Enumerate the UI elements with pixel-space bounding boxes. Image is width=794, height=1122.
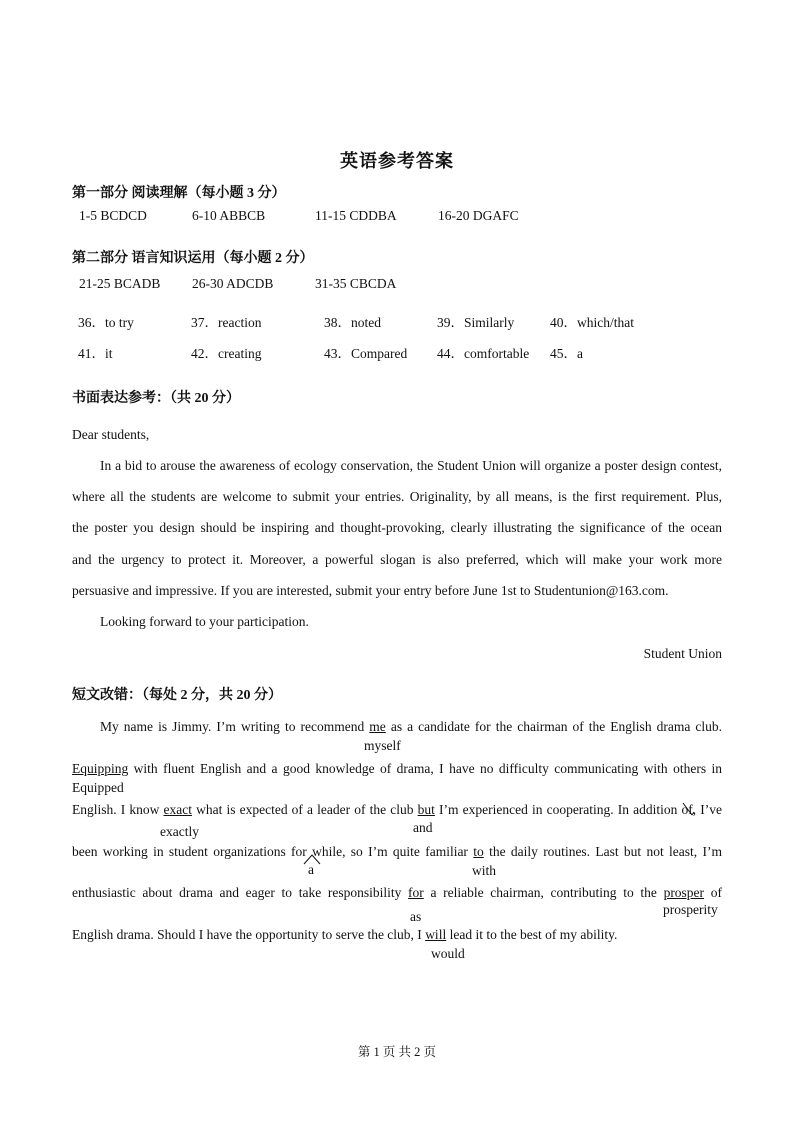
text-segment: with fluent English and a good knowledge of drama, I have no difficulty communicating with others in: [128, 761, 722, 776]
correction-heading: 短文改错：（每处 2 分，共 20 分）: [72, 688, 282, 703]
fill-answer: 41．it: [78, 346, 113, 361]
answer-group: 16-20 DGAFC: [438, 208, 519, 223]
delete-mark-icon: [681, 801, 695, 819]
correction-fix: with: [472, 863, 497, 878]
error-word: will: [425, 927, 447, 942]
letter-closing: Looking forward to your participation.: [100, 614, 309, 629]
fill-answer: 44．comfortable: [437, 346, 530, 361]
correction-line-2: [72, 761, 722, 777]
text-segment: I’m experienced in cooperating. In addition: [434, 802, 682, 817]
correction-fix: myself: [364, 738, 401, 753]
letter-line: the poster you design should be inspiring and thought-provoking, clearly illustrating the significance of the ocean: [72, 520, 722, 535]
page-footer: 第 1 页 共 2 页: [357, 1045, 437, 1059]
error-word: exact: [163, 802, 192, 817]
correction-line-3: [72, 802, 722, 818]
error-word: for: [408, 885, 424, 900]
text-segment: of: [704, 885, 722, 900]
correction-fix: Equipped: [72, 780, 124, 795]
writing-heading: 书面表达参考：（共 20 分）: [72, 391, 240, 406]
correction-fix: as: [410, 909, 422, 924]
correction-line-1: [100, 719, 722, 735]
page-title: 英语参考答案: [340, 151, 454, 171]
correction-fix: prosperity: [663, 902, 718, 917]
correction-fix: and: [413, 820, 433, 835]
part2-answer-row: [72, 276, 722, 294]
deleted-word: [682, 802, 693, 817]
text-segment: as a candidate for the chairman of the English drama club.: [385, 719, 722, 734]
letter-line: where all the students are welcome to submit your entries. Originality, by all means, is the first requirement. Plus,: [72, 489, 722, 504]
fill-answer: 42．creating: [191, 346, 262, 361]
fill-answer: 40．which/that: [550, 315, 634, 330]
error-word: to: [473, 844, 484, 859]
text-segment: what is expected of a leader of the club: [191, 802, 418, 817]
fill-in-row-1: [72, 311, 722, 329]
fill-answer: 43．Compared: [324, 346, 408, 361]
text-segment: , I’ve: [692, 802, 723, 817]
text-segment: English. I know: [72, 802, 164, 817]
text-segment: the daily routines. Last but not least, I’m: [483, 844, 722, 859]
letter-line: persuasive and impressive. If you are interested, submit your entry before June 1st to Studentunion@163.com.: [72, 583, 669, 598]
answer-group: 31-35 CBCDA: [315, 276, 397, 291]
correction-fix: exactly: [160, 824, 199, 839]
fill-answer: 45．a: [550, 346, 583, 361]
correction-fix: a: [308, 862, 314, 877]
fill-answer: 37．reaction: [191, 315, 262, 330]
fill-answer: 36．to try: [78, 315, 134, 330]
text-segment: for: [291, 844, 307, 859]
letter-line: In a bid to arouse the awareness of ecology conservation, the Student Union will organize a poster design contest,: [100, 458, 722, 473]
part2-heading: 第二部分 语言知识运用（每小题 2 分）: [72, 251, 314, 266]
text-segment: enthusiastic about drama and eager to take responsibility: [72, 885, 409, 900]
answer-group: 6-10 ABBCB: [192, 208, 266, 223]
deleted-word-text: of: [681, 802, 693, 817]
text-segment: been working in student organizations: [72, 844, 292, 859]
error-word: Equipping: [72, 761, 129, 776]
correction-line-4: [72, 844, 722, 860]
fill-in-row-2: [72, 342, 722, 360]
letter-line: and the urgency to protect it. Moreover, a powerful slogan is also preferred, which will make your work more: [72, 552, 722, 567]
letter-greeting: Dear students,: [72, 427, 150, 442]
correction-line-5: [72, 885, 722, 901]
letter-signature: Student Union: [643, 646, 722, 661]
answer-group: 26-30 ADCDB: [192, 276, 274, 291]
fill-answer: 38．noted: [324, 315, 381, 330]
text-segment: a reliable chairman, contributing to the: [423, 885, 664, 900]
fill-answer: 39．Similarly: [437, 315, 515, 330]
correction-line-6: [72, 927, 617, 943]
answer-group: 11-15 CDDBA: [315, 208, 397, 223]
answer-group: 21-25 BCADB: [79, 276, 161, 291]
answer-group: 1-5 BCDCD: [79, 208, 147, 223]
error-word: prosper: [663, 885, 705, 900]
text-segment: while, so I’m quite familiar: [306, 844, 474, 859]
text-segment: lead it to the best of my ability.: [446, 927, 618, 942]
part1-heading: 第一部分 阅读理解（每小题 3 分）: [72, 186, 286, 201]
part1-answer-row: [72, 208, 722, 226]
text-segment: English drama. Should I have the opportunity to serve the club, I: [72, 927, 426, 942]
error-word: me: [369, 719, 386, 734]
error-word: but: [417, 802, 435, 817]
text-segment: My name is Jimmy. I’m writing to recommend: [100, 719, 370, 734]
correction-fix: would: [431, 946, 465, 961]
